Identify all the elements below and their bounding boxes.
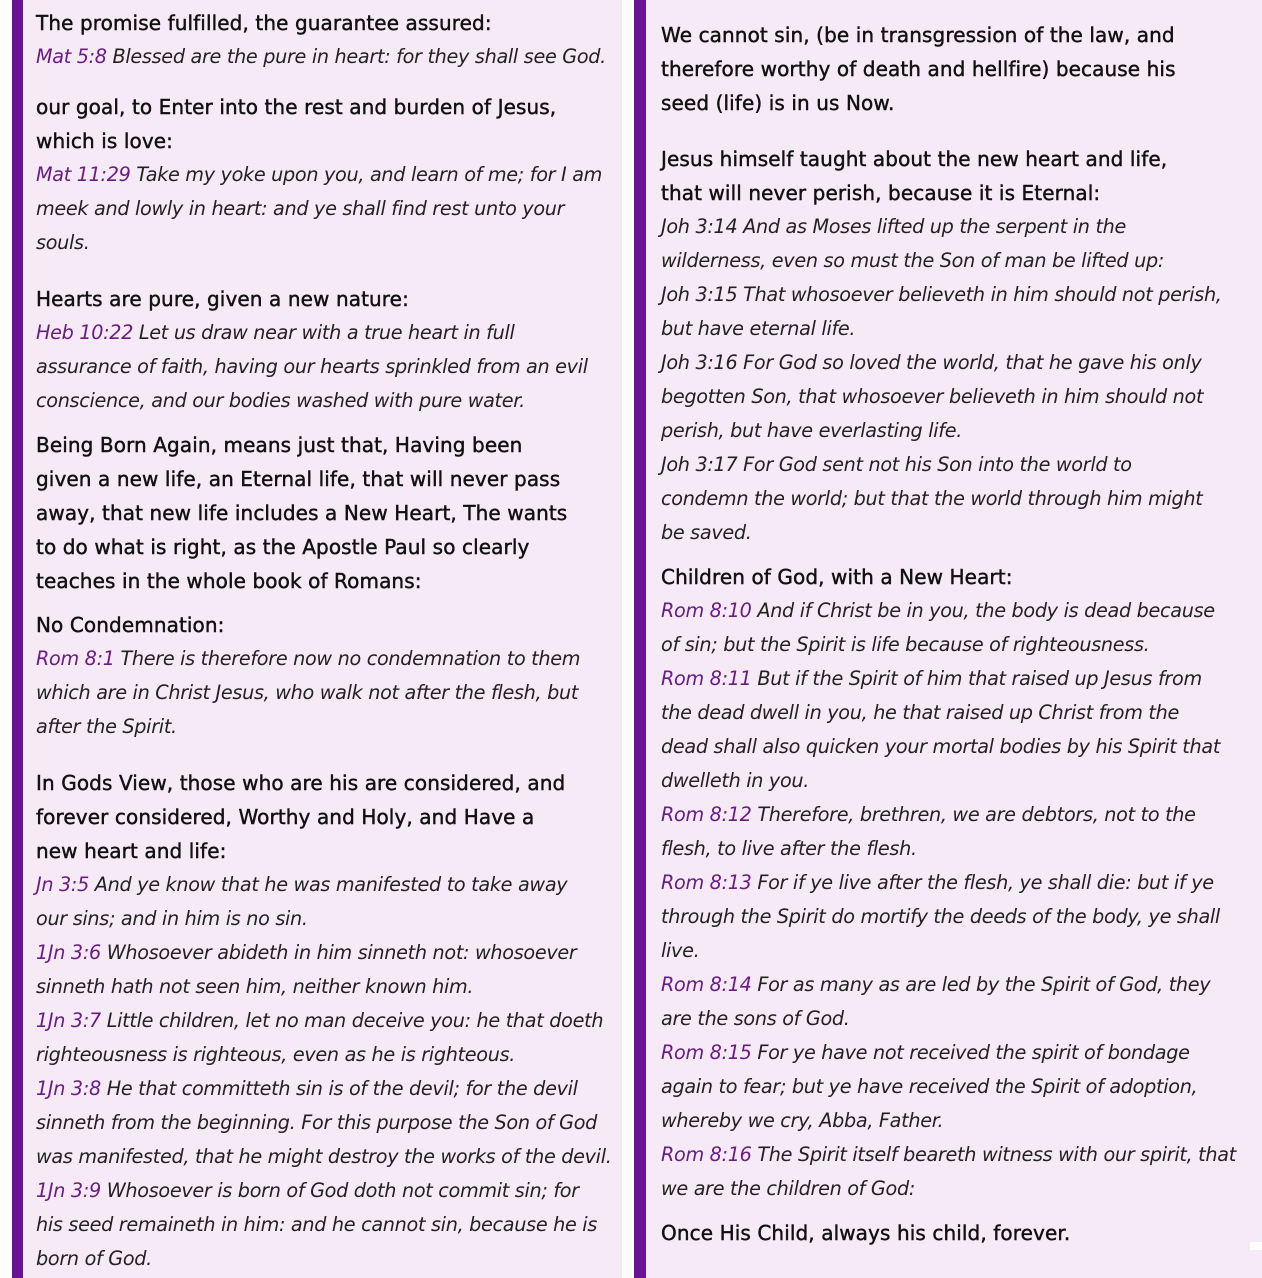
- verse-joh-3-16: Joh 3:16 For God so loved the world, that he gave his only: [661, 351, 1202, 374]
- heading-goal-cont: which is love:: [36, 129, 174, 153]
- verse-1jn-3-6: 1Jn 3:6 Whosoever abideth in him sinneth not: whosoever: [36, 941, 577, 964]
- verse-line: his seed remaineth in him: and he cannot sin, because he is: [36, 1213, 598, 1236]
- verse-heb-10-22: Heb 10:22 Let us draw near with a true heart in full: [36, 321, 515, 344]
- verse-line: wilderness, even so must the Son of man be lifted up:: [661, 249, 1164, 272]
- verse-ref[interactable]: Rom 8:15: [661, 1041, 752, 1064]
- verse-rom-8-12: Rom 8:12 Therefore, brethren, we are debtors, not to the: [661, 803, 1196, 826]
- verse-joh-3-15: Joh 3:15 That whosoever believeth in him should not perish,: [661, 283, 1222, 306]
- verse-line: are the sons of God.: [661, 1007, 850, 1030]
- verse-line: meek and lowly in heart: and ye shall find rest unto your: [36, 197, 565, 220]
- verse-ref[interactable]: 1Jn 3:6: [36, 941, 101, 964]
- verse-ref[interactable]: Mat 5:8: [36, 45, 107, 68]
- heading-line: that will never perish, because it is Eternal:: [661, 181, 1101, 205]
- scroll-marker: [1250, 1242, 1262, 1250]
- heading-once-his-child: Once His Child, always his child, forever.: [661, 1221, 1071, 1245]
- verse-line: born of God.: [36, 1247, 152, 1270]
- verse-line: sinneth from the beginning. For this purpose the Son of God: [36, 1111, 598, 1134]
- verse-line: was manifested, that he might destroy the works of the devil.: [36, 1145, 612, 1168]
- heading-line: therefore worthy of death and hellfire) because his: [661, 57, 1176, 81]
- verse-ref[interactable]: Rom 8:12: [661, 803, 752, 826]
- verse-line: but have eternal life.: [661, 317, 856, 340]
- verse-line: dwelleth in you.: [661, 769, 810, 792]
- verse-joh-3-17: Joh 3:17 For God sent not his Son into the world to: [661, 453, 1132, 476]
- verse-1jn-3-9: 1Jn 3:9 Whosoever is born of God doth not commit sin; for: [36, 1179, 579, 1202]
- verse-jn-3-5: Jn 3:5 And ye know that he was manifested to take away: [36, 873, 568, 896]
- verse-ref[interactable]: Rom 8:14: [661, 973, 752, 996]
- verse-ref[interactable]: Rom 8:11: [661, 667, 752, 690]
- verse-ref[interactable]: Heb 10:22: [36, 321, 134, 344]
- verse-mat-11-29: Mat 11:29 Take my yoke upon you, and learn of me; for I am: [36, 163, 603, 186]
- verse-rom-8-10: Rom 8:10 And if Christ be in you, the body is dead because: [661, 599, 1215, 622]
- heading-gods-view: In Gods View, those who are his are considered, and: [36, 771, 566, 795]
- verse-1jn-3-8: 1Jn 3:8 He that committeth sin is of the devil; for the devil: [36, 1077, 578, 1100]
- verse-ref[interactable]: 1Jn 3:9: [36, 1179, 101, 1202]
- verse-rom-8-13: Rom 8:13 For if ye live after the flesh, ye shall die: but if ye: [661, 871, 1214, 894]
- verse-line: assurance of faith, having our hearts sprinkled from an evil: [36, 355, 588, 378]
- verse-line: righteousness is righteous, even as he is righteous.: [36, 1043, 516, 1066]
- verse-rom-8-16: Rom 8:16 The Spirit itself beareth witness with our spirit, that: [661, 1143, 1236, 1166]
- verse-line: begotten Son, that whosoever believeth in him should not: [661, 385, 1204, 408]
- verse-line: we are the children of God:: [661, 1177, 915, 1200]
- verse-line: live.: [661, 939, 700, 962]
- verse-line: perish, but have everlasting life.: [661, 419, 963, 442]
- heading-promise: The promise fulfilled, the guarantee assured:: [36, 11, 492, 35]
- verse-line: of sin; but the Spirit is life because of righteousness.: [661, 633, 1150, 656]
- verse-mat-5-8: Mat 5:8 Blessed are the pure in heart: for they shall see God.: [36, 45, 606, 68]
- verse-line: sinneth hath not seen him, neither known him.: [36, 975, 474, 998]
- verse-1jn-3-7: 1Jn 3:7 Little children, let no man deceive you: he that doeth: [36, 1009, 604, 1032]
- verse-line: the dead dwell in you, he that raised up Christ from the: [661, 701, 1179, 724]
- verse-line: be saved.: [661, 521, 752, 544]
- verse-ref[interactable]: Rom 8:13: [661, 871, 752, 894]
- verse-ref[interactable]: Rom 8:16: [661, 1143, 752, 1166]
- heading-cannot-sin: We cannot sin, (be in transgression of the law, and: [661, 23, 1175, 47]
- verse-line: condemn the world; but that the world through him might: [661, 487, 1203, 510]
- verse-line: again to fear; but ye have received the Spirit of adoption,: [661, 1075, 1198, 1098]
- verse-ref[interactable]: 1Jn 3:7: [36, 1009, 101, 1032]
- verse-ref[interactable]: Rom 8:10: [661, 599, 752, 622]
- verse-line: conscience, and our bodies washed with pure water.: [36, 389, 525, 412]
- heading-hearts-pure: Hearts are pure, given a new nature:: [36, 287, 409, 311]
- verse-line: dead shall also quicken your mortal bodies by his Spirit that: [661, 735, 1221, 758]
- heading-line: given a new life, an Eternal life, that will never pass: [36, 467, 561, 491]
- heading-line: away, that new life includes a New Heart, The wants: [36, 501, 568, 525]
- verse-line: which are in Christ Jesus, who walk not after the flesh, but: [36, 681, 579, 704]
- heading-no-condemnation: No Condemnation:: [36, 613, 225, 637]
- heading-born-again: Being Born Again, means just that, Having been: [36, 433, 523, 457]
- right-column: [634, 0, 1262, 1278]
- heading-line: forever considered, Worthy and Holy, and Have a: [36, 805, 535, 829]
- verse-ref[interactable]: 1Jn 3:8: [36, 1077, 101, 1100]
- verse-rom-8-14: Rom 8:14 For as many as are led by the Spirit of God, they: [661, 973, 1211, 996]
- verse-line: whereby we cry, Abba, Father.: [661, 1109, 944, 1132]
- verse-rom-8-15: Rom 8:15 For ye have not received the spirit of bondage: [661, 1041, 1190, 1064]
- verse-ref[interactable]: Mat 11:29: [36, 163, 131, 186]
- left-column: [12, 0, 622, 1278]
- verse-ref[interactable]: Jn 3:5: [36, 873, 89, 896]
- heading-line: new heart and life:: [36, 839, 227, 863]
- heading-line: seed (life) is in us Now.: [661, 91, 895, 115]
- verse-line: souls.: [36, 231, 90, 254]
- verse-rom-8-11: Rom 8:11 But if the Spirit of him that raised up Jesus from: [661, 667, 1202, 690]
- verse-line: after the Spirit.: [36, 715, 177, 738]
- verse-joh-3-14: Joh 3:14 And as Moses lifted up the serpent in the: [661, 215, 1127, 238]
- heading-line: to do what is right, as the Apostle Paul so clearly: [36, 535, 530, 559]
- heading-jesus-taught: Jesus himself taught about the new heart and life,: [661, 147, 1168, 171]
- heading-children-of-god: Children of God, with a New Heart:: [661, 565, 1013, 589]
- verse-ref[interactable]: Rom 8:1: [36, 647, 115, 670]
- heading-line: teaches in the whole book of Romans:: [36, 569, 422, 593]
- verse-line: our sins; and in him is no sin.: [36, 907, 308, 930]
- verse-line: through the Spirit do mortify the deeds of the body, ye shall: [661, 905, 1220, 928]
- heading-goal: our goal, to Enter into the rest and burden of Jesus,: [36, 95, 557, 119]
- verse-rom-8-1: Rom 8:1 There is therefore now no condemnation to them: [36, 647, 581, 670]
- verse-line: flesh, to live after the flesh.: [661, 837, 917, 860]
